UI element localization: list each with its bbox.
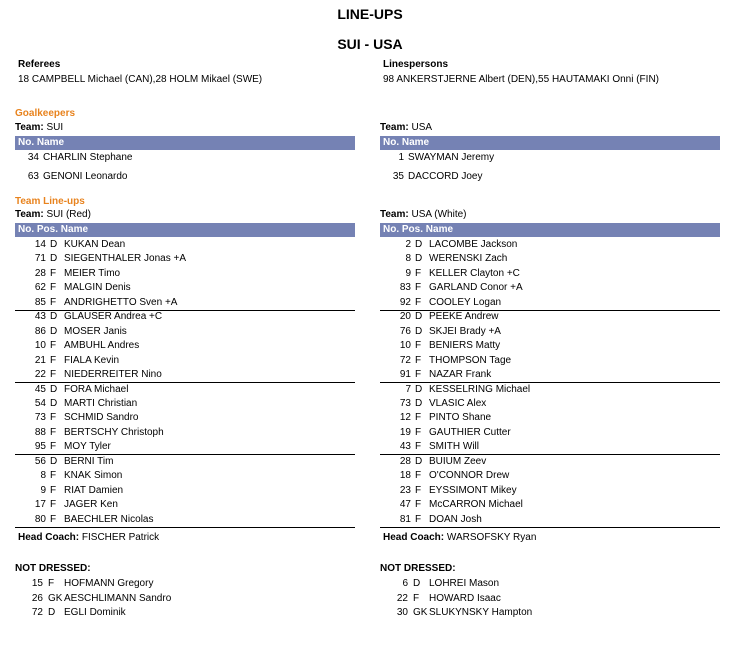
lineups-section-title: Team Line-ups (15, 196, 85, 207)
table-row (15, 296, 355, 310)
home-gk-team-label: Team: (15, 122, 47, 133)
player-position: D (50, 455, 58, 467)
player-position: D (415, 455, 423, 467)
player-number: 34 (27, 152, 39, 163)
player-position: F (50, 369, 57, 381)
player-name: BUIUM Zeev (429, 455, 487, 467)
player-position: D (50, 311, 58, 323)
player-number: 9 (405, 267, 411, 279)
player-number: 10 (399, 340, 411, 352)
player-number: 63 (27, 171, 39, 182)
player-name: EYSSIMONT Mikey (429, 484, 517, 496)
table-row (380, 469, 720, 483)
table-row (380, 368, 720, 382)
player-name: KESSELRING Michael (429, 383, 531, 395)
player-name: HOWARD Isaac (429, 592, 501, 604)
player-position: F (50, 340, 57, 352)
away-gk-header-text: No. Name (383, 137, 430, 148)
player-number: 22 (396, 592, 408, 604)
player-position: F (50, 412, 57, 424)
player-number: 43 (399, 441, 411, 453)
player-number: 83 (399, 282, 411, 294)
player-number: 91 (399, 369, 411, 381)
player-name: PINTO Shane (429, 412, 492, 424)
table-row (380, 411, 720, 425)
player-position: F (415, 296, 422, 308)
player-name: LOHREI Mason (429, 578, 500, 589)
table-row (380, 426, 720, 440)
list-item (15, 592, 355, 606)
player-position: D (415, 397, 423, 409)
player-number: 81 (399, 513, 411, 525)
table-row (15, 252, 355, 266)
player-name: MALGIN Denis (64, 282, 131, 294)
away-head-coach-label: Head Coach: (383, 532, 447, 543)
player-name: GARLAND Conor +A (429, 282, 523, 294)
line-separator (380, 527, 720, 528)
player-number: 10 (34, 340, 46, 352)
player-number: 30 (396, 607, 408, 618)
player-position: F (50, 426, 57, 438)
player-name: O'CONNOR Drew (429, 470, 510, 482)
table-row (380, 383, 720, 397)
home-head-coach-label: Head Coach: (18, 532, 82, 543)
player-name: BAECHLER Nicolas (64, 513, 154, 525)
home-lineup-header (15, 223, 355, 237)
player-number: 95 (34, 441, 46, 453)
player-number: 8 (40, 470, 46, 482)
page-title: LINE-UPS (337, 6, 403, 22)
player-name: SIEGENTHALER Jonas +A (64, 253, 186, 265)
player-number: 6 (402, 578, 408, 589)
table-row (15, 484, 355, 498)
player-number: 2 (405, 239, 411, 250)
table-row (15, 426, 355, 440)
player-number: 73 (34, 412, 46, 424)
player-number: 35 (392, 171, 404, 182)
player-number: 85 (34, 296, 46, 308)
player-name: KNAK Simon (64, 470, 123, 482)
player-name: GLAUSER Andrea +C (64, 311, 163, 323)
list-item (380, 592, 720, 606)
player-name: WERENSKI Zach (429, 253, 508, 265)
table-row (380, 281, 720, 295)
player-number: 45 (34, 383, 46, 395)
away-goalkeeper-row (380, 151, 720, 165)
table-row (380, 513, 720, 527)
player-number: 22 (34, 369, 46, 381)
player-number: 20 (399, 311, 411, 323)
player-position: F (415, 470, 422, 482)
away-lineup-team-label: Team: (380, 209, 412, 220)
match-title: SUI - USA (337, 36, 403, 52)
home-goalkeeper-row (15, 170, 355, 184)
player-position: D (48, 607, 56, 618)
referees-value: 18 CAMPBELL Michael (CAN),28 HOLM Mikael (SWE) (18, 74, 263, 85)
table-row (380, 397, 720, 411)
player-position: D (50, 239, 58, 250)
table-row (15, 440, 355, 454)
home-not-dressed-title: NOT DRESSED: (15, 563, 91, 574)
player-number: 12 (399, 412, 411, 424)
away-not-dressed-title: NOT DRESSED: (380, 563, 456, 574)
player-name: DACCORD Joey (408, 171, 483, 182)
away-lineup-team (380, 209, 467, 220)
player-name: ANDRIGHETTO Sven +A (64, 296, 178, 308)
player-number: 73 (399, 397, 411, 409)
home-head-coach (18, 532, 159, 543)
player-number: 1 (398, 152, 404, 163)
linespersons-label: Linespersons (383, 59, 449, 70)
player-number: 43 (34, 311, 46, 323)
player-number: 21 (34, 354, 46, 366)
player-name: MARTI Christian (64, 397, 138, 409)
player-name: HOFMANN Gregory (64, 578, 154, 589)
player-name: SLUKYNSKY Hampton (429, 607, 533, 618)
table-row (380, 455, 720, 469)
list-item (15, 577, 355, 591)
player-number: 71 (34, 253, 46, 265)
player-position: D (50, 397, 58, 409)
player-position: F (415, 340, 422, 352)
player-name: KUKAN Dean (64, 239, 126, 250)
line-separator (15, 527, 355, 528)
home-gk-header (15, 136, 355, 150)
table-row (15, 397, 355, 411)
home-lineup-header-text: No. Pos. Name (18, 224, 89, 235)
player-position: GK (48, 592, 63, 604)
referees-label: Referees (18, 59, 61, 70)
away-gk-header (380, 136, 720, 150)
away-lineup-header-text: No. Pos. Name (383, 224, 454, 235)
player-position: D (50, 325, 58, 337)
player-position: D (50, 383, 58, 395)
player-number: 14 (34, 239, 46, 250)
player-name: JAGER Ken (64, 499, 118, 511)
player-number: 88 (34, 426, 46, 438)
list-item (380, 577, 720, 591)
player-position: D (413, 578, 421, 589)
player-name: NAZAR Frank (429, 369, 492, 381)
player-number: 80 (34, 513, 46, 525)
player-position: F (415, 484, 422, 496)
player-name: SMITH Will (429, 441, 479, 453)
player-position: F (48, 578, 55, 589)
home-gk-team (15, 122, 63, 133)
away-gk-team-value: USA (411, 122, 433, 133)
player-position: F (413, 592, 420, 604)
table-row (15, 411, 355, 425)
table-row (15, 469, 355, 483)
player-position: F (50, 484, 57, 496)
player-number: 23 (399, 484, 411, 496)
player-name: SWAYMAN Jeremy (408, 152, 495, 163)
home-lineup-team (15, 209, 91, 220)
player-name: GAUTHIER Cutter (429, 426, 511, 438)
table-row (15, 238, 355, 252)
player-name: McCARRON Michael (429, 499, 523, 511)
table-row (380, 238, 720, 252)
list-item (15, 606, 355, 620)
player-number: 18 (399, 470, 411, 482)
player-position: F (50, 282, 57, 294)
table-row (15, 498, 355, 512)
player-number: 86 (34, 325, 46, 337)
table-row (15, 310, 355, 324)
player-number: 19 (399, 426, 411, 438)
player-position: F (50, 513, 57, 525)
player-name: VLASIC Alex (429, 397, 487, 409)
player-position: GK (413, 607, 428, 618)
player-name: BERNI Tim (64, 455, 114, 467)
player-name: EGLI Dominik (64, 607, 126, 618)
table-row (15, 383, 355, 397)
player-position: F (50, 296, 57, 308)
table-row (380, 267, 720, 281)
player-name: BERTSCHY Christoph (64, 426, 164, 438)
player-name: SKJEI Brady +A (429, 325, 501, 337)
table-row (15, 267, 355, 281)
player-name: CHARLIN Stephane (43, 152, 133, 163)
player-position: F (415, 267, 422, 279)
table-row (380, 252, 720, 266)
table-row (380, 296, 720, 310)
player-name: MEIER Timo (64, 267, 121, 279)
table-row (15, 354, 355, 368)
table-row (380, 354, 720, 368)
player-number: 7 (405, 383, 411, 395)
player-name: RIAT Damien (64, 484, 124, 496)
player-name: SCHMID Sandro (64, 412, 139, 424)
player-position: F (50, 470, 57, 482)
player-number: 54 (34, 397, 46, 409)
home-head-coach-value: FISCHER Patrick (81, 532, 160, 543)
player-position: D (50, 253, 58, 265)
player-number: 28 (34, 267, 46, 279)
player-name: BENIERS Matty (429, 340, 501, 352)
player-position: F (415, 282, 422, 294)
table-row (380, 310, 720, 324)
away-head-coach (383, 532, 536, 543)
home-goalkeeper-row (15, 151, 355, 165)
player-name: COOLEY Logan (429, 296, 502, 308)
table-row (15, 281, 355, 295)
player-position: F (50, 441, 57, 453)
player-number: 76 (399, 325, 411, 337)
goalkeepers-section-title: Goalkeepers (15, 108, 76, 119)
player-name: KELLER Clayton +C (429, 267, 520, 279)
home-lineup-team-value: SUI (Red) (46, 209, 91, 220)
player-name: DOAN Josh (429, 513, 482, 525)
away-lineup-team-value: USA (White) (411, 209, 467, 220)
player-position: F (50, 267, 57, 279)
player-name: GENONI Leonardo (43, 171, 128, 182)
player-number: 28 (399, 455, 411, 467)
player-number: 62 (34, 282, 46, 294)
away-goalkeeper-row (380, 170, 720, 184)
table-row (380, 325, 720, 339)
linespersons-value: 98 ANKERSTJERNE Albert (DEN),55 HAUTAMAKI Onni (FIN) (383, 74, 659, 85)
player-position: F (415, 412, 422, 424)
away-lineup-header (380, 223, 720, 237)
player-number: 72 (31, 607, 43, 618)
player-number: 47 (399, 499, 411, 511)
player-position: F (50, 499, 57, 511)
player-number: 56 (34, 455, 46, 467)
table-row (15, 513, 355, 527)
away-gk-team-label: Team: (380, 122, 412, 133)
player-position: D (415, 253, 423, 265)
player-number: 72 (399, 354, 411, 366)
player-name: MOY Tyler (64, 441, 111, 453)
home-lineup-team-label: Team: (15, 209, 47, 220)
player-position: F (415, 499, 422, 511)
home-gk-header-text: No. Name (18, 137, 65, 148)
table-row (15, 368, 355, 382)
player-name: AMBUHL Andres (64, 340, 140, 352)
player-name: MOSER Janis (64, 325, 127, 337)
player-name: PEEKE Andrew (429, 311, 499, 323)
table-row (380, 498, 720, 512)
player-position: F (415, 354, 422, 366)
player-number: 17 (34, 499, 46, 511)
table-row (15, 455, 355, 469)
player-position: F (415, 513, 422, 525)
away-gk-team (380, 122, 432, 133)
player-name: THOMPSON Tage (429, 354, 512, 366)
player-number: 8 (405, 253, 411, 265)
away-head-coach-value: WARSOFSKY Ryan (446, 532, 537, 543)
player-position: F (50, 354, 57, 366)
player-number: 9 (40, 484, 46, 496)
player-name: FIALA Kevin (64, 354, 120, 366)
player-name: NIEDERREITER Nino (64, 369, 162, 381)
player-name: FORA Michael (64, 383, 129, 395)
home-gk-team-value: SUI (46, 122, 64, 133)
player-position: D (415, 239, 423, 250)
player-position: D (415, 383, 423, 395)
table-row (15, 339, 355, 353)
player-number: 15 (31, 578, 43, 589)
player-position: D (415, 311, 423, 323)
table-row (380, 484, 720, 498)
list-item (380, 606, 720, 620)
player-position: D (415, 325, 423, 337)
player-position: F (415, 369, 422, 381)
table-row (380, 440, 720, 454)
player-number: 26 (31, 592, 43, 604)
player-name: LACOMBE Jackson (429, 239, 518, 250)
table-row (380, 339, 720, 353)
player-position: F (415, 426, 422, 438)
player-name: AESCHLIMANN Sandro (64, 592, 172, 604)
player-number: 92 (399, 296, 411, 308)
table-row (15, 325, 355, 339)
player-position: F (415, 441, 422, 453)
